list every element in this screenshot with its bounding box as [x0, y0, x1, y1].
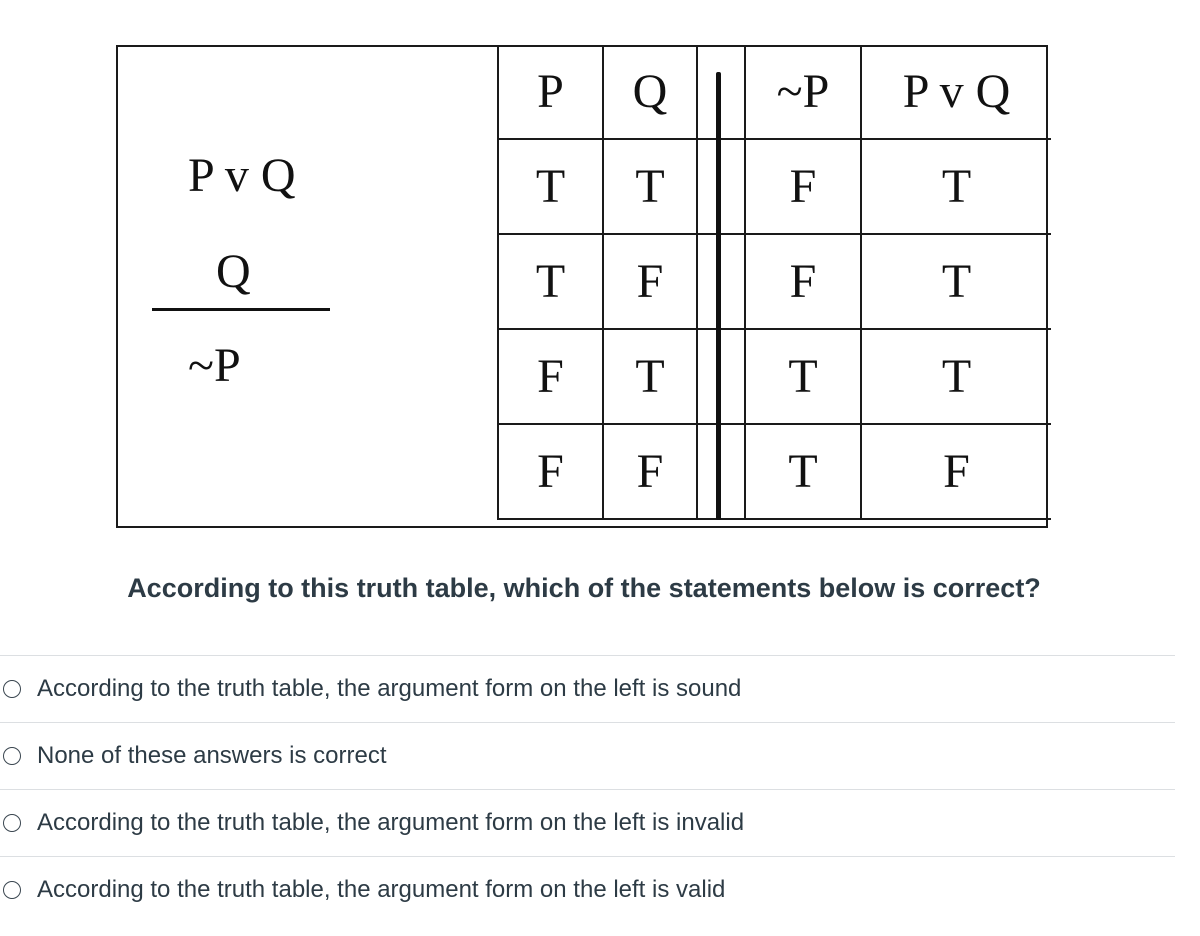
question-text: According to this truth table, which of the statements below is correct? — [127, 573, 1041, 603]
answer-option-valid[interactable] — [0, 856, 1175, 923]
truth-table-row — [498, 234, 1051, 329]
truth-table-row — [498, 139, 1051, 234]
conclusion-divider — [152, 308, 330, 311]
answer-option-none[interactable] — [0, 722, 1175, 789]
cell-p-or-q: T — [861, 329, 1051, 424]
answer-list — [0, 655, 1175, 923]
header-p: P — [498, 45, 603, 139]
radio-button[interactable] — [3, 680, 21, 698]
cell-separator — [697, 329, 745, 424]
answer-label: According to the truth table, the argument form on the left is sound — [37, 675, 742, 702]
header-p-or-q: P v Q — [861, 45, 1051, 139]
cell-p: T — [498, 234, 603, 329]
cell-not-p: F — [745, 139, 861, 234]
cell-q: T — [603, 329, 697, 424]
answer-label: According to the truth table, the argument form on the left is invalid — [37, 809, 745, 836]
truth-table-header-row — [498, 45, 1051, 139]
cell-p-or-q: F — [861, 424, 1051, 519]
answer-option-sound[interactable] — [0, 655, 1175, 722]
truth-table — [497, 45, 1051, 520]
header-separator — [697, 45, 745, 139]
cell-q: T — [603, 139, 697, 234]
answer-option-invalid[interactable] — [0, 789, 1175, 856]
conclusion: ~P — [188, 339, 241, 392]
header-q: Q — [603, 45, 697, 139]
cell-separator — [697, 424, 745, 519]
radio-button[interactable] — [3, 881, 21, 899]
header-not-p: ~P — [745, 45, 861, 139]
premise-1: P v Q — [188, 149, 296, 202]
column-separator-line — [716, 72, 721, 520]
radio-button[interactable] — [3, 814, 21, 832]
cell-not-p: T — [745, 329, 861, 424]
cell-separator — [697, 234, 745, 329]
truth-table-row — [498, 424, 1051, 519]
cell-not-p: F — [745, 234, 861, 329]
truth-table-row — [498, 329, 1051, 424]
cell-p: F — [498, 329, 603, 424]
cell-p-or-q: T — [861, 139, 1051, 234]
cell-p-or-q: T — [861, 234, 1051, 329]
cell-separator — [697, 139, 745, 234]
cell-q: F — [603, 234, 697, 329]
cell-not-p: T — [745, 424, 861, 519]
cell-q: F — [603, 424, 697, 519]
cell-p: T — [498, 139, 603, 234]
radio-button[interactable] — [3, 747, 21, 765]
cell-p: F — [498, 424, 603, 519]
answer-label: According to the truth table, the argument form on the left is valid — [37, 876, 726, 903]
answer-label: None of these answers is correct — [37, 742, 387, 769]
premise-2: Q — [216, 245, 251, 298]
